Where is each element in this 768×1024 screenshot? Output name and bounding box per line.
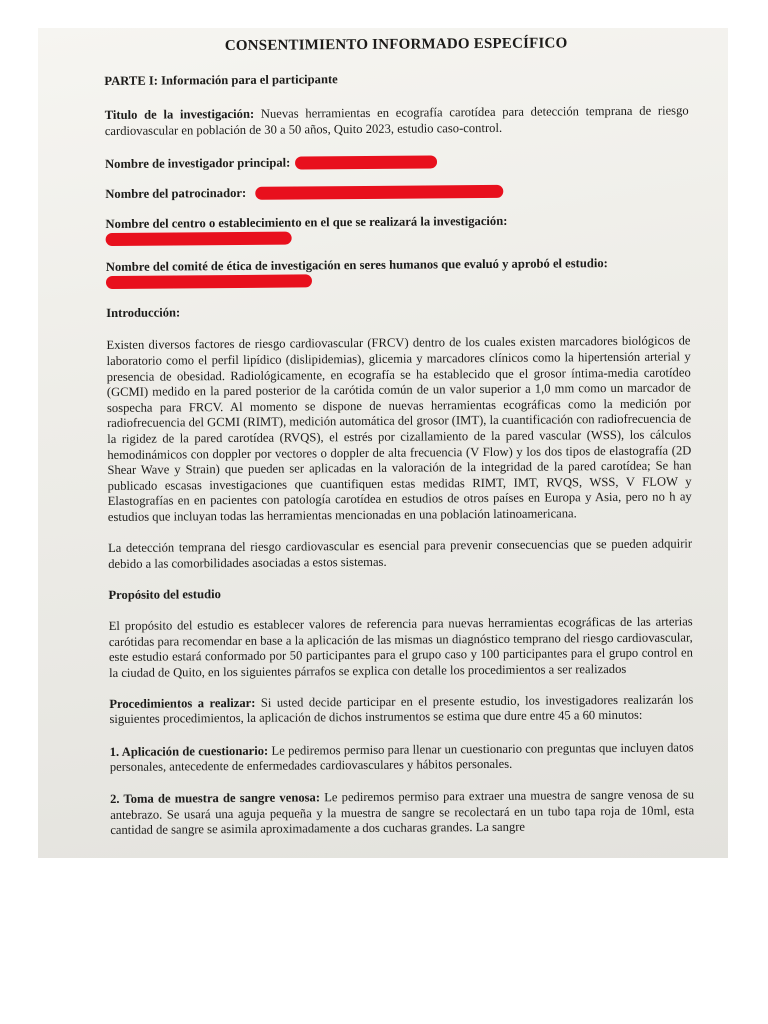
step-questionnaire: [110, 740, 694, 776]
introduction-paragraph: Existen diversos factores de riesgo cardiovascular (FRCV) dentro de los cuales existen marcadores biológicos de laboratorio como el perfil lipídico (dislipidemias), glicemia y marcadores clínicos como la hipertensión arterial y presencia de obesidad. Radiológicamente, en ecografía se ha establecido que el grosor íntima-media carotídeo (GCMI) medido en la pared posterior de la carótida común de un valor superior a 1,0 mm como un marcador de sospecha para FRCV. Al momento se dispone de nuevas herramientas ecográficas como la medición por radiofrecuencia del GCMI (RIMT), medición automática del grosor (IMT), la cuantificación con radiofrecuencia de la rigidez de la pared carotídea (RVQS), el estrés por cizallamiento de la pared vascular (WSS), los cálculos hemodinámicos con doppler por vectores o doppler de alta frecuencia (V Flow) y los dos tipos de elastografía (2D Shear Wave y Strain) que pueden ser aplicadas en la valoración de la integridad de la pared carotídea; Se han publicado escasas investigaciones que cuantifiquen estas medidas RIMT, IMT, RVQS, WSS, V FLOW y Elastografías en en pacientes con patología carotídea en estudios de otros países en Europa y Asia, pero no h ay estudios que incluyan todas las herramientas mencionadas en una población latinoamericana.: [106, 333, 692, 524]
ethics-committee-label: Nombre del comité de ética de investigación en seres humanos que evaluó y aprobó el estudio:: [105, 256, 608, 275]
part-heading: PARTE I: Información para el participante: [104, 71, 338, 88]
introduction-heading: Introducción:: [106, 305, 181, 320]
research-title-text: Nuevas herramientas en ecografía carotídea para detección temprana de riesgo cardiovascular en población de 30 a 50 años, Quito 2023, estudio caso-control.: [104, 103, 689, 138]
procedures-paragraph: [109, 692, 693, 728]
sponsor-label: Nombre del patrocinador:: [105, 185, 247, 201]
step-questionnaire-text: Le pediremos permiso para llenar un cuestionario con preguntas que incluyen datos personales, antecedente de enfermedades cardiovasculares y hábitos personales.: [109, 740, 694, 775]
procedures-label: Procedimientos a realizar:: [109, 695, 256, 711]
step-blood-sample: [110, 787, 694, 838]
redaction-mark: [255, 184, 503, 199]
procedures-text: Si usted decide participar en el presente estudio, los investigadores realizarán los siguientes procedimientos, la aplicación de dichos instrumentos se estima que dure entre 45 a 60 minutos:: [109, 692, 694, 727]
step-questionnaire-label: 1. Aplicación de cuestionario:: [109, 743, 269, 759]
step-blood-sample-label: 2. Toma de muestra de sangre venosa:: [109, 790, 321, 806]
principal-investigator-field: [105, 153, 689, 173]
document-photo: [38, 28, 728, 858]
sponsor-field: [105, 182, 689, 202]
research-title-label: Titulo de la investigación:: [104, 107, 255, 123]
research-title: [105, 104, 689, 140]
document-title: CONSENTIMIENTO INFORMADO ESPECÍFICO: [224, 35, 568, 55]
redaction-mark: [295, 155, 437, 169]
center-label: Nombre del centro o establecimiento en el que se realizará la investigación:: [105, 213, 508, 231]
purpose-heading: Propósito del estudio: [108, 586, 221, 602]
step-blood-sample-text: Le pediremos permiso para extraer una muestra de sangre venosa de su antebrazo. Se usará una aguja pequeña y la muestra de sangre se recolectará en un tubo tapa roja de 10ml, esta cantidad de sangre se asimila aproximadamente a dos cucharas grandes. La sangre: [110, 787, 695, 838]
ethics-committee-field: [106, 256, 690, 292]
principal-investigator-label: Nombre de investigador principal:: [105, 155, 291, 172]
redaction-mark: [106, 231, 292, 245]
center-field: [105, 212, 689, 248]
introduction-paragraph-2: La detección temprana del riesgo cardiovascular es esencial para prevenir consecuencias que se pueden adquirir debido a las comorbilidades asociadas a estos sistemas.: [108, 536, 693, 572]
redaction-mark: [106, 275, 312, 290]
purpose-paragraph: El propósito del estudio es establecer valores de referencia para nuevas herramientas ecográficas de las arterias carótidas para recomendar en base a la aplicación de las mismas un diagnóstico temprano del riesgo cardiovascular, este estudio estará conformado por 50 participantes para el grupo caso y 100 participantes para el grupo control en la ciudad de Quito, en los siguientes párrafos se explica con detalle los procedimientos a ser realizados: [108, 614, 693, 681]
consent-form-page: [104, 28, 694, 839]
